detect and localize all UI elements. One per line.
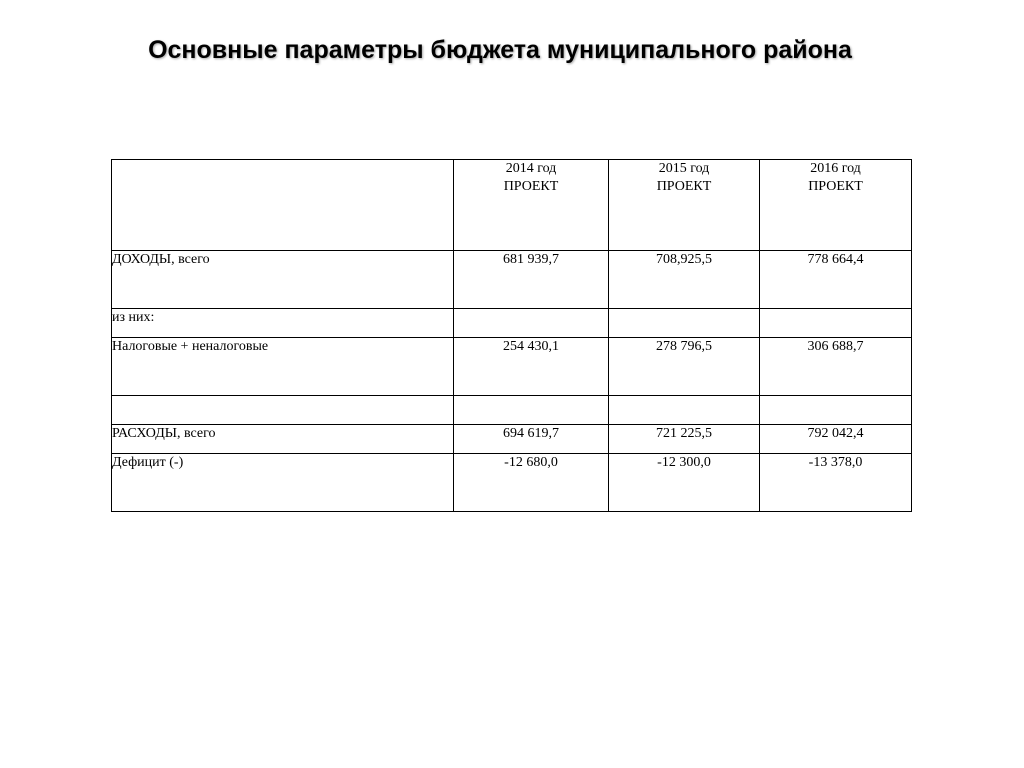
cell-value bbox=[454, 309, 609, 338]
cell-value: 778 664,4 bbox=[760, 251, 912, 309]
row-label: ДОХОДЫ, всего bbox=[112, 251, 454, 309]
header-empty-cell bbox=[112, 160, 454, 251]
cell-value: 708,925,5 bbox=[609, 251, 760, 309]
row-label bbox=[112, 396, 454, 425]
header-year: 2014 год bbox=[505, 161, 557, 176]
table-row-expenses bbox=[112, 425, 912, 454]
header-cell-2015 bbox=[609, 160, 760, 251]
header-year: 2015 год bbox=[658, 161, 710, 176]
cell-value: 694 619,7 bbox=[454, 425, 609, 454]
cell-value: 254 430,1 bbox=[454, 338, 609, 396]
cell-value: -12 300,0 bbox=[609, 454, 760, 512]
header-status: ПРОЕКТ bbox=[503, 179, 559, 194]
cell-value bbox=[609, 396, 760, 425]
cell-value bbox=[760, 396, 912, 425]
cell-value: 278 796,5 bbox=[609, 338, 760, 396]
cell-value: 721 225,5 bbox=[609, 425, 760, 454]
cell-value bbox=[609, 309, 760, 338]
row-label: Налоговые + неналоговые bbox=[112, 338, 454, 396]
table-row-empty bbox=[112, 396, 912, 425]
header-year: 2016 год bbox=[810, 161, 861, 176]
header-status: ПРОЕКТ bbox=[656, 179, 712, 194]
header-cell-2014 bbox=[454, 160, 609, 251]
slide-title: Основные параметры бюджета муниципального района bbox=[148, 36, 852, 64]
table-row-deficit bbox=[112, 454, 912, 512]
row-label: Дефицит (-) bbox=[112, 454, 454, 512]
cell-value: -13 378,0 bbox=[760, 454, 912, 512]
table-row-tax-revenue bbox=[112, 338, 912, 396]
header-status: ПРОЕКТ bbox=[808, 179, 863, 194]
cell-value bbox=[760, 309, 912, 338]
budget-table bbox=[111, 159, 912, 512]
table-header-row bbox=[112, 160, 912, 251]
cell-value: -12 680,0 bbox=[454, 454, 609, 512]
cell-value: 792 042,4 bbox=[760, 425, 912, 454]
cell-value bbox=[454, 396, 609, 425]
header-cell-2016 bbox=[760, 160, 912, 251]
row-label: из них: bbox=[112, 309, 454, 338]
row-label: РАСХОДЫ, всего bbox=[112, 425, 454, 454]
table-row-of-which bbox=[112, 309, 912, 338]
cell-value: 306 688,7 bbox=[760, 338, 912, 396]
cell-value: 681 939,7 bbox=[454, 251, 609, 309]
table-row-income bbox=[112, 251, 912, 309]
